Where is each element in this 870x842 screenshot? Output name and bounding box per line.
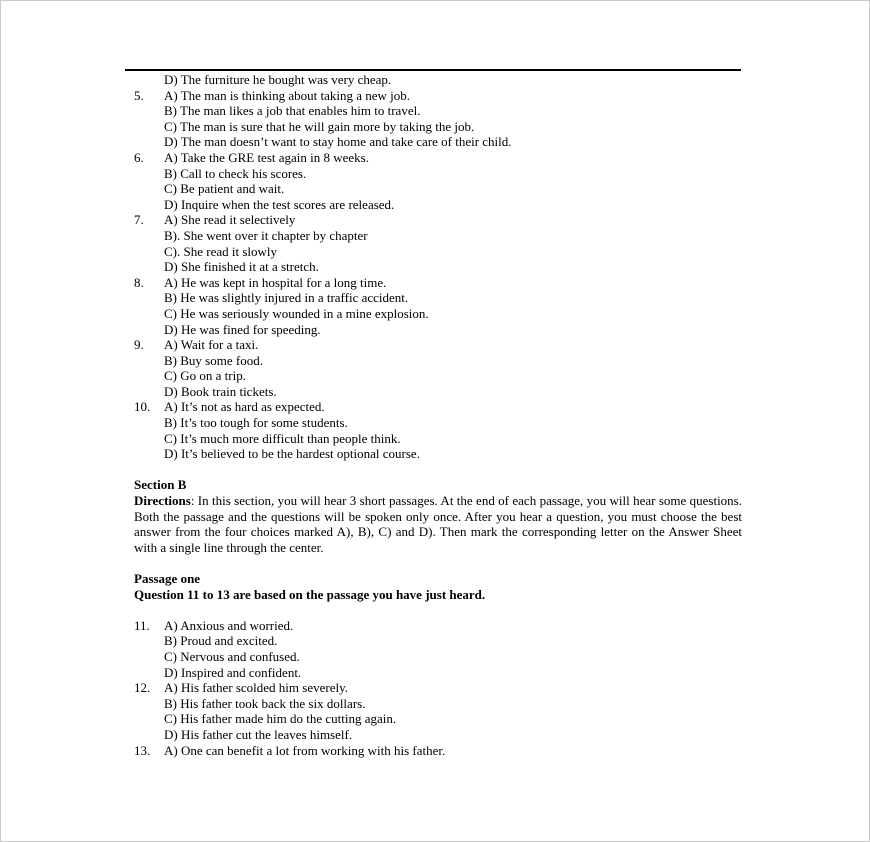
question-item (134, 88, 742, 150)
directions-paragraph (134, 493, 742, 555)
question-item (134, 618, 742, 680)
answer-option: A) Take the GRE test again in 8 weeks. (164, 149, 369, 165)
answer-option: B) The man likes a job that enables him to travel. (164, 103, 421, 119)
answer-option: B) It’s too tough for some students. (164, 415, 348, 431)
question-number: 8. (134, 274, 144, 290)
answer-option: B) He was slightly injured in a traffic accident. (164, 290, 409, 306)
question-number: 13. (134, 742, 151, 758)
answer-option: D) His father cut the leaves himself. (164, 726, 353, 742)
answer-option: C) His father made him do the cutting again. (164, 711, 397, 727)
question-options (164, 212, 742, 274)
question-number: 5. (134, 87, 144, 103)
answer-option: B) Call to check his scores. (164, 165, 307, 181)
question-item (134, 150, 742, 212)
answer-option: A) He was kept in hospital for a long time. (164, 274, 387, 290)
answer-option: A) One can benefit a lot from working with his father. (164, 742, 446, 758)
question-number: 7. (134, 212, 144, 228)
question-options (164, 680, 742, 742)
answer-option: A) His father scolded him severely. (164, 680, 348, 696)
answer-option: C) Go on a trip. (164, 368, 246, 384)
answer-option: D) Inspired and confident. (164, 664, 302, 680)
answer-option: C). She read it slowly (164, 243, 278, 259)
passage-one-subheading: Question 11 to 13 are based on the passage you have just heard. (134, 586, 486, 602)
answer-option: A) Wait for a taxi. (164, 337, 259, 353)
questions-list-section-a (134, 88, 742, 462)
directions-text: : In this section, you will hear 3 short passages. At the end of each passage, you will hear some questions. Both the passage and the questions will be spoken only once. After you hear a question, you must choose the best answer from the four choices marked A), B), C) and D). Then mark the corresponding letter on the Answer Sheet with a single line through the center. (134, 493, 742, 555)
question-item (134, 212, 742, 274)
answer-option: D) The man doesn’t want to stay home and take care of their child. (164, 134, 512, 150)
answer-option: C) The man is sure that he will gain more by taking the job. (164, 118, 475, 134)
horizontal-rule (125, 69, 741, 71)
question-item (134, 399, 742, 461)
answer-option: B). She went over it chapter by chapter (164, 227, 368, 243)
question-number: 10. (134, 399, 151, 415)
question-number: 6. (134, 149, 144, 165)
answer-option: D) It’s believed to be the hardest optional course. (164, 446, 420, 462)
answer-option: D) Inquire when the test scores are released. (164, 196, 395, 212)
answer-option: A) Anxious and worried. (164, 617, 294, 633)
directions-label: Directions (134, 493, 191, 509)
question-number: 12. (134, 680, 151, 696)
answer-option: C) It’s much more difficult than people think. (164, 430, 401, 446)
answer-option: C) Nervous and confused. (164, 648, 300, 664)
answer-option: A) It’s not as hard as expected. (164, 399, 325, 415)
answer-option: B) His father took back the six dollars. (164, 695, 366, 711)
question-item (134, 743, 742, 759)
section-b-heading: Section B (134, 477, 187, 493)
questions-list-passage-one (134, 618, 742, 758)
answer-option: C) He was seriously wounded in a mine explosion. (164, 305, 429, 321)
question-options (164, 88, 742, 150)
document-content (134, 72, 742, 758)
question-options (164, 150, 742, 212)
answer-option: D) She finished it at a stretch. (164, 259, 319, 275)
answer-option: A) She read it selectively (164, 212, 296, 228)
answer-option: D) Book train tickets. (164, 383, 277, 399)
answer-option: D) He was fined for speeding. (164, 321, 321, 337)
question-item (134, 680, 742, 742)
question-item (134, 337, 742, 399)
answer-option: B) Proud and excited. (164, 633, 278, 649)
answer-option: D) The furniture he bought was very cheap. (164, 72, 392, 87)
question-options (164, 275, 742, 337)
answer-option: B) Buy some food. (164, 352, 263, 368)
question-options (164, 743, 742, 759)
passage-one-heading: Passage one (134, 571, 201, 586)
question-options (164, 399, 742, 461)
question-item (134, 275, 742, 337)
question-number: 9. (134, 337, 144, 353)
answer-option: C) Be patient and wait. (164, 181, 285, 197)
question-number: 11. (134, 617, 150, 633)
question-options (164, 618, 742, 680)
question-options (164, 337, 742, 399)
answer-option: A) The man is thinking about taking a new job. (164, 87, 410, 103)
